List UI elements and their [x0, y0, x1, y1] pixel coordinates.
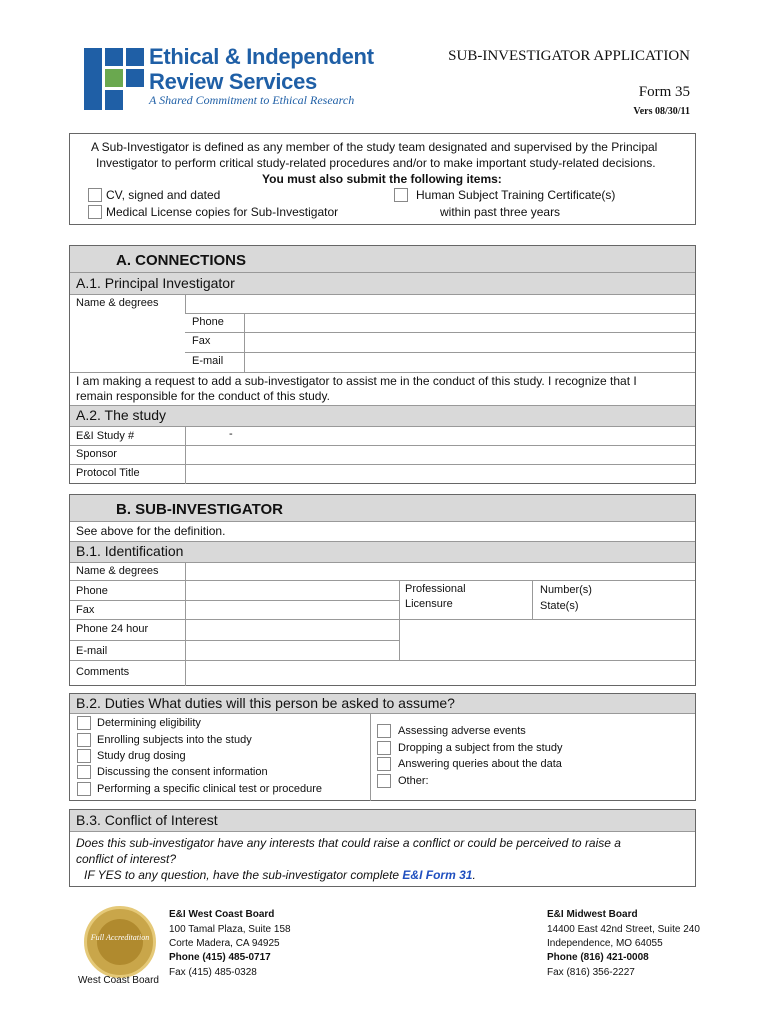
duty-other-checkbox[interactable]	[377, 774, 391, 788]
cv-label: CV, signed and dated	[106, 188, 221, 202]
ident-title: B.1. Identification	[76, 543, 184, 559]
duty-clinical-test-label: Performing a specific clinical test or procedure	[97, 783, 322, 795]
midwest-name: E&I Midwest Board	[547, 909, 638, 920]
pi-title: A.1. Principal Investigator	[76, 275, 235, 291]
form31-link[interactable]: E&I Form 31	[402, 868, 473, 882]
cv-checkbox[interactable]	[88, 188, 102, 202]
coi-instruction-text: IF YES to any question, have the sub-investigator complete	[84, 868, 403, 882]
coi-instruction-end: .	[472, 868, 476, 882]
sub-fax-label: Fax	[76, 604, 95, 616]
sub-phone-label: Phone	[76, 585, 108, 597]
sub-name-label: Name & degrees	[76, 565, 159, 577]
definition-line2: Investigator to perform critical study-related procedures and/or to make important study-related decisions.	[96, 156, 656, 170]
study-number-field[interactable]: -	[229, 428, 233, 440]
west-coast-addr2: Corte Madera, CA 94925	[169, 938, 280, 949]
duty-consent-checkbox[interactable]	[77, 765, 91, 779]
duty-dropping-checkbox[interactable]	[377, 741, 391, 755]
logo-tagline: A Shared Commitment to Ethical Research	[149, 93, 355, 107]
sub-phone-field[interactable]	[186, 581, 399, 600]
duty-consent-label: Discussing the consent information	[97, 766, 268, 778]
logo-mark	[84, 48, 144, 110]
duty-dropping-label: Dropping a subject from the study	[398, 742, 563, 754]
comments-label: Comments	[76, 666, 130, 678]
sub-name-field[interactable]	[186, 563, 695, 580]
pi-email-label: E-mail	[192, 355, 224, 367]
training-label-line2: within past three years	[440, 205, 561, 219]
comments-field[interactable]	[186, 661, 695, 685]
pi-phone-label: Phone	[192, 316, 224, 328]
coi-title: B.3. Conflict of Interest	[76, 812, 218, 828]
prof-licensure-line2: Licensure	[405, 598, 453, 610]
pi-fax-label: Fax	[192, 335, 211, 347]
training-label-line1: Human Subject Training Certificate(s)	[416, 188, 616, 202]
logo-line1: Ethical & Independent	[149, 44, 374, 69]
definition-line1: A Sub-Investigator is defined as any member of the study team designated and supervised by the Principal	[91, 140, 658, 154]
form-number: Form 35	[638, 84, 690, 100]
west-coast-phone: Phone (415) 485-0717	[169, 952, 271, 963]
pi-name-field[interactable]	[186, 295, 695, 313]
request-line1: I am making a request to add a sub-investigator to assist me in the conduct of this study. I recognize that I	[76, 374, 637, 388]
protocol-title-field[interactable]	[186, 465, 695, 483]
west-coast-addr1: 100 Tamal Plaza, Suite 158	[169, 924, 291, 935]
sub-fax-field[interactable]	[186, 601, 399, 619]
duty-queries-label: Answering queries about the data	[398, 758, 562, 770]
seal-text: Full Accreditation	[90, 933, 150, 942]
coi-instruction	[84, 868, 476, 882]
training-checkbox[interactable]	[394, 188, 408, 202]
prof-licensure-line1: Professional	[405, 583, 466, 595]
duty-eligibility-checkbox[interactable]	[77, 716, 91, 730]
duty-clinical-test-checkbox[interactable]	[77, 782, 91, 796]
duty-enrolling-label: Enrolling subjects into the study	[97, 734, 252, 746]
licensure-numbers-label: Number(s)	[540, 584, 592, 596]
sponsor-label: Sponsor	[76, 448, 117, 460]
duty-adverse-events-checkbox[interactable]	[377, 724, 391, 738]
duty-dosing-checkbox[interactable]	[77, 749, 91, 763]
pi-phone-field[interactable]	[245, 314, 695, 332]
form-title: SUB-INVESTIGATOR APPLICATION	[448, 48, 690, 64]
protocol-title-label: Protocol Title	[76, 467, 140, 479]
sponsor-field[interactable]	[186, 446, 695, 464]
midwest-addr1: 14400 East 42nd Street, Suite 240	[547, 924, 700, 935]
duties-title: B.2. Duties What duties will this person be asked to assume?	[76, 695, 455, 711]
duty-eligibility-label: Determining eligibility	[97, 717, 201, 729]
section-b-title: B. SUB-INVESTIGATOR	[116, 501, 283, 518]
coi-question-line1: Does this sub-investigator have any interests that could raise a conflict or could be perceived to raise a	[76, 836, 621, 850]
sub-email-field[interactable]	[186, 641, 399, 660]
form-version: Vers 08/30/11	[633, 106, 690, 117]
request-line2: remain responsible for the conduct of this study.	[76, 389, 330, 403]
section-a-title: A. CONNECTIONS	[116, 252, 247, 269]
duty-enrolling-checkbox[interactable]	[77, 733, 91, 747]
licensure-detail-field[interactable]	[400, 620, 695, 660]
must-submit-heading: You must also submit the following items:	[262, 172, 502, 186]
midwest-phone: Phone (816) 421-0008	[547, 952, 649, 963]
duty-other-label: Other:	[398, 775, 429, 787]
pi-email-field[interactable]	[245, 353, 695, 371]
see-above-text: See above for the definition.	[76, 524, 226, 538]
duty-queries-checkbox[interactable]	[377, 757, 391, 771]
west-coast-fax: Fax (415) 485-0328	[169, 967, 257, 978]
sub-phone24-field[interactable]	[186, 620, 399, 639]
license-checkbox[interactable]	[88, 205, 102, 219]
seal-caption: West Coast Board	[78, 975, 159, 986]
midwest-fax: Fax (816) 356-2227	[547, 967, 635, 978]
study-title: A.2. The study	[76, 407, 167, 423]
sub-phone24-label: Phone 24 hour	[76, 623, 149, 635]
duty-dosing-label: Study drug dosing	[97, 750, 186, 762]
sub-email-label: E-mail	[76, 645, 108, 657]
coi-question-line2: conflict of interest?	[76, 852, 177, 866]
pi-fax-field[interactable]	[245, 333, 695, 351]
logo-line2: Review Services	[149, 69, 317, 94]
study-number-label: E&I Study #	[76, 430, 135, 442]
accreditation-seal	[84, 906, 156, 978]
licensure-states-label: State(s)	[540, 600, 579, 612]
duty-adverse-events-label: Assessing adverse events	[398, 725, 526, 737]
west-coast-name: E&I West Coast Board	[169, 909, 275, 920]
midwest-addr2: Independence, MO 64055	[547, 938, 663, 949]
pi-name-label: Name & degrees	[76, 297, 159, 309]
license-label: Medical License copies for Sub-Investigator	[106, 205, 339, 219]
